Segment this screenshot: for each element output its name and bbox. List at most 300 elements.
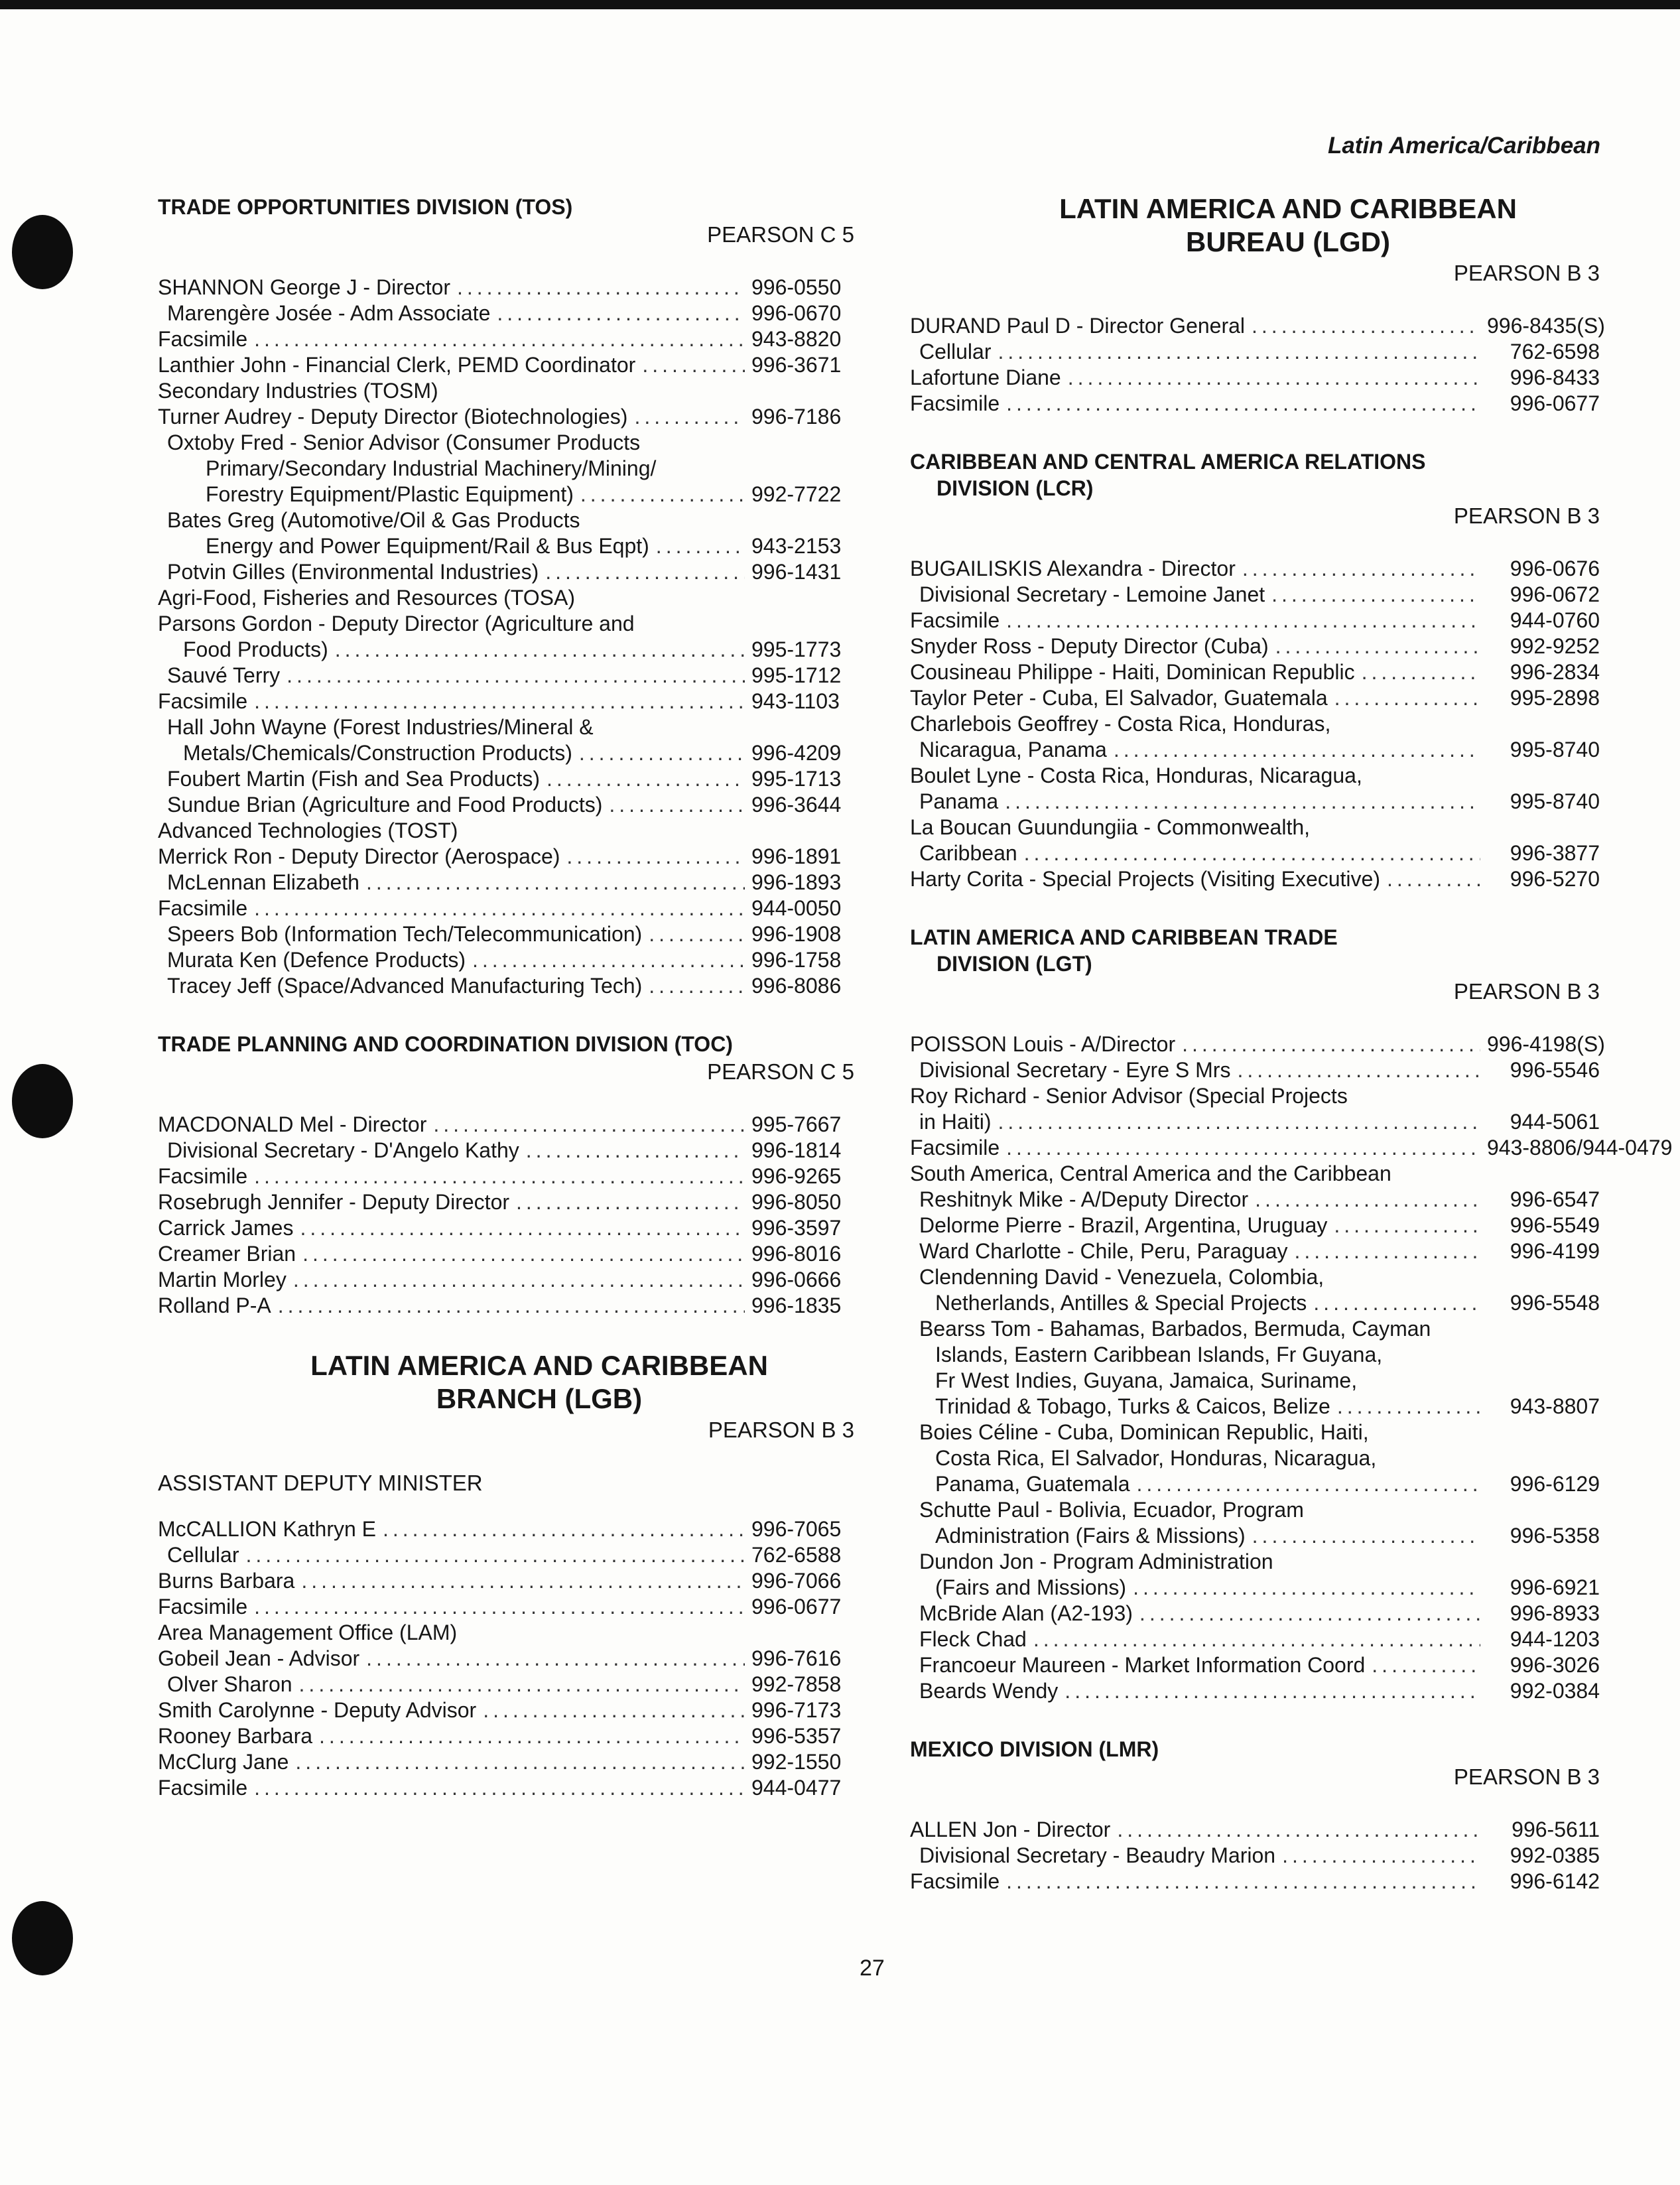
entry-name: Facsimile xyxy=(910,1136,1000,1159)
entry-name: Trinidad & Tobago, Turks & Caicos, Belize xyxy=(935,1394,1330,1418)
directory-entry xyxy=(158,1516,854,1542)
entry-name: Turner Audrey - Deputy Director (Biotechnologies) xyxy=(158,405,628,429)
directory-entry xyxy=(158,326,854,352)
dot-leader xyxy=(998,339,1480,365)
dot-leader xyxy=(301,1568,745,1594)
directory-entry xyxy=(910,582,1600,608)
directory-entry xyxy=(158,352,854,378)
directory-section xyxy=(910,1736,1600,1894)
dot-leader xyxy=(1114,737,1480,763)
dot-leader xyxy=(254,689,745,714)
directory-entry xyxy=(910,1109,1600,1135)
entry-name: Cellular xyxy=(167,1543,239,1567)
entry-phone: 996-5548 xyxy=(1510,1291,1600,1315)
dot-leader xyxy=(254,1775,745,1801)
directory-entry xyxy=(158,1138,854,1163)
entry-phone: 995-2898 xyxy=(1510,686,1600,710)
entry-name: BUGAILISKIS Alexandra - Director xyxy=(910,557,1236,580)
directory-entry xyxy=(910,1601,1600,1626)
dot-leader xyxy=(1139,1601,1480,1626)
entry-phone: 996-8086 xyxy=(751,974,842,998)
directory-entry xyxy=(910,763,1600,789)
dot-leader xyxy=(642,352,745,378)
dot-leader xyxy=(1271,582,1480,608)
dot-leader xyxy=(649,921,745,947)
directory-entry xyxy=(910,659,1600,685)
entry-name: Caribbean xyxy=(919,841,1017,865)
entry-phone: 996-7173 xyxy=(751,1698,842,1722)
dot-leader xyxy=(1006,1869,1480,1894)
entry-name: Agri-Food, Fisheries and Resources (TOSA) xyxy=(158,586,575,610)
office-location: PEARSON B 3 xyxy=(1453,1764,1600,1789)
dot-leader xyxy=(634,404,745,430)
entry-name: Ward Charlotte - Chile, Peru, Paraguay xyxy=(919,1239,1288,1263)
entry-phone: 996-8435(S) xyxy=(1487,314,1605,338)
office-location: PEARSON C 5 xyxy=(707,222,854,247)
entry-name: Secondary Industries (TOSM) xyxy=(158,379,438,403)
entry-name: POISSON Louis - A/Director xyxy=(910,1032,1176,1056)
entry-phone: 944-1203 xyxy=(1510,1627,1600,1651)
left-column xyxy=(158,194,854,1833)
directory-entry xyxy=(158,818,854,844)
directory-entry xyxy=(158,1775,854,1801)
entry-phone: 996-7616 xyxy=(751,1646,842,1670)
entry-name: Divisional Secretary - Lemoine Janet xyxy=(919,582,1265,606)
entry-name: Sundue Brian (Agriculture and Food Products) xyxy=(167,793,603,817)
entry-phone: 996-5357 xyxy=(751,1724,842,1748)
entry-name: South America, Central America and the Caribbean xyxy=(910,1161,1391,1185)
running-header: Latin America/Caribbean xyxy=(1327,133,1600,159)
entry-phone: 996-0666 xyxy=(751,1268,842,1291)
dot-leader xyxy=(1295,1238,1481,1264)
entry-name: Facsimile xyxy=(158,1595,248,1619)
entry-name: Burns Barbara xyxy=(158,1569,295,1593)
entry-name: Nicaragua, Panama xyxy=(919,738,1107,761)
section-title: CARIBBEAN AND CENTRAL AMERICA RELATIONS xyxy=(910,450,1426,474)
entry-name: Olver Sharon xyxy=(167,1672,292,1696)
dot-leader xyxy=(1282,1843,1480,1869)
directory-entry xyxy=(910,1238,1600,1264)
entry-name: Facsimile xyxy=(158,1776,248,1800)
directory-entry xyxy=(910,313,1605,339)
entry-name: Fleck Chad xyxy=(919,1627,1027,1651)
entry-phone: 996-7066 xyxy=(751,1569,842,1593)
dot-leader xyxy=(1005,789,1480,815)
entry-name: Taylor Peter - Cuba, El Salvador, Guatemala xyxy=(910,686,1328,710)
directory-entry xyxy=(910,633,1600,659)
directory-entry xyxy=(910,1031,1605,1057)
binder-hole-middle xyxy=(12,1064,73,1138)
entry-name: McClurg Jane xyxy=(158,1750,289,1774)
dot-leader xyxy=(366,1646,745,1672)
directory-section xyxy=(910,448,1600,892)
directory-entry xyxy=(910,1213,1600,1238)
entry-phone: 996-1893 xyxy=(751,870,842,894)
directory-entry xyxy=(158,507,854,533)
entry-phone: 996-0676 xyxy=(1510,557,1600,580)
entry-phone: 992-9252 xyxy=(1510,634,1600,658)
office-location: PEARSON B 3 xyxy=(1453,503,1600,528)
directory-entry xyxy=(910,1523,1600,1549)
entry-phone: 996-0550 xyxy=(751,275,842,299)
dot-leader xyxy=(302,1241,745,1267)
dot-leader xyxy=(295,1749,745,1775)
dot-leader xyxy=(1117,1817,1480,1843)
dot-leader xyxy=(254,895,745,921)
entry-name: Gobeil Jean - Advisor xyxy=(158,1646,360,1670)
entry-name: Parsons Gordon - Deputy Director (Agriculture and xyxy=(158,612,635,635)
entry-name: Panama xyxy=(919,789,999,813)
directory-entry xyxy=(910,1652,1600,1678)
section-subheading: ASSISTANT DEPUTY MINISTER xyxy=(158,1471,483,1495)
dot-leader xyxy=(278,1293,745,1319)
entry-name: McBride Alan (A2-193) xyxy=(919,1601,1133,1625)
top-edge-line xyxy=(0,0,1680,9)
dot-leader xyxy=(457,275,745,300)
entry-name: Forestry Equipment/Plastic Equipment) xyxy=(206,482,574,506)
dot-leader xyxy=(1242,556,1480,582)
entry-phone: 996-9265 xyxy=(751,1164,842,1188)
directory-entry xyxy=(910,1368,1600,1394)
directory-entry xyxy=(158,378,854,404)
entry-name: Primary/Secondary Industrial Machinery/Mining/ xyxy=(206,456,657,480)
directory-entry xyxy=(910,1445,1600,1471)
dot-leader xyxy=(1313,1290,1480,1316)
entry-phone: 996-1835 xyxy=(751,1293,842,1317)
dot-leader xyxy=(1237,1057,1480,1083)
dot-leader xyxy=(649,973,745,999)
directory-entry xyxy=(158,1672,854,1697)
section-title: DIVISION (LGT) xyxy=(937,952,1092,976)
entry-name: Roy Richard - Senior Advisor (Special Projects xyxy=(910,1084,1348,1108)
entry-phone: 996-8933 xyxy=(1510,1601,1600,1625)
section-title: TRADE OPPORTUNITIES DIVISION (TOS) xyxy=(158,195,573,219)
directory-entry xyxy=(158,482,854,507)
entry-name: SHANNON George J - Director xyxy=(158,275,450,299)
section-title: LATIN AMERICA AND CARIBBEAN xyxy=(310,1350,768,1381)
binder-hole-top xyxy=(12,215,73,289)
dot-leader xyxy=(1068,365,1480,391)
entry-phone: 996-0670 xyxy=(751,301,842,325)
entry-name: Divisional Secretary - Beaudry Marion xyxy=(919,1843,1276,1867)
entry-phone: 996-6129 xyxy=(1510,1472,1600,1496)
entry-phone: 995-1712 xyxy=(751,663,842,687)
directory-entry xyxy=(158,1163,854,1189)
directory-entry xyxy=(158,533,854,559)
entry-phone: 944-0760 xyxy=(1510,608,1600,632)
entry-name: in Haiti) xyxy=(919,1110,992,1134)
directory-entry xyxy=(158,1568,854,1594)
directory-entry xyxy=(910,1471,1600,1497)
directory-entry xyxy=(158,663,854,689)
entry-phone: 943-2153 xyxy=(751,534,842,558)
directory-entry xyxy=(158,921,854,947)
dot-leader xyxy=(300,1215,745,1241)
entry-name: Advanced Technologies (TOST) xyxy=(158,819,458,842)
entry-phone: 762-6598 xyxy=(1510,340,1600,364)
dot-leader xyxy=(483,1697,745,1723)
directory-entry xyxy=(910,815,1600,840)
entry-name: Charlebois Geoffrey - Costa Rica, Honduras, xyxy=(910,712,1331,736)
directory-entry xyxy=(910,1316,1600,1342)
dot-leader xyxy=(335,637,745,663)
entry-phone: 996-1908 xyxy=(751,922,842,946)
entry-phone: 996-3671 xyxy=(751,353,842,377)
entry-name: Facsimile xyxy=(158,327,248,351)
dot-leader xyxy=(545,559,745,585)
dot-leader xyxy=(1387,866,1480,892)
entry-name: Hall John Wayne (Forest Industries/Mineral & xyxy=(167,715,594,739)
entry-phone: 996-4199 xyxy=(1510,1239,1600,1263)
dot-leader xyxy=(579,740,745,766)
directory-section xyxy=(910,924,1673,1704)
directory-entry xyxy=(158,1697,854,1723)
entry-name: Francoeur Maureen - Market Information Coord xyxy=(919,1653,1366,1677)
dot-leader xyxy=(1137,1471,1481,1497)
directory-entry xyxy=(910,1083,1600,1109)
entry-name: Food Products) xyxy=(183,637,328,661)
entry-phone: 995-1773 xyxy=(751,637,842,661)
directory-entry xyxy=(910,866,1600,892)
directory-entry xyxy=(158,870,854,895)
entry-name: Harty Corita - Special Projects (Visiting Executive) xyxy=(910,867,1380,891)
entry-name: Clendenning David - Venezuela, Colombia, xyxy=(919,1265,1325,1289)
directory-entry xyxy=(158,456,854,482)
entry-phone: 992-0384 xyxy=(1510,1679,1600,1703)
dot-leader xyxy=(1372,1652,1480,1678)
dot-leader xyxy=(1334,685,1480,711)
dot-leader xyxy=(566,844,745,870)
entry-name: Merrick Ron - Deputy Director (Aerospace) xyxy=(158,844,560,868)
directory-entry xyxy=(158,430,854,456)
right-column xyxy=(910,193,1673,1926)
directory-entry xyxy=(910,365,1600,391)
dot-leader xyxy=(245,1542,745,1568)
entry-name: Administration (Fairs & Missions) xyxy=(935,1524,1246,1548)
directory-entry xyxy=(158,714,854,740)
directory-entry xyxy=(910,1394,1600,1420)
entry-name: Costa Rica, El Salvador, Honduras, Nicaragua, xyxy=(935,1446,1377,1470)
dot-leader xyxy=(1252,313,1480,339)
dot-leader xyxy=(1182,1031,1480,1057)
directory-entry xyxy=(910,608,1600,633)
directory-entry xyxy=(158,1542,854,1568)
dot-leader xyxy=(1006,1135,1480,1161)
directory-entry xyxy=(158,559,854,585)
directory-entry xyxy=(158,740,854,766)
entry-name: Islands, Eastern Caribbean Islands, Fr Guyana, xyxy=(935,1343,1383,1366)
directory-section xyxy=(158,1031,854,1319)
directory-entry xyxy=(910,1264,1600,1290)
directory-entry xyxy=(158,611,854,637)
entry-phone: 996-1814 xyxy=(751,1138,842,1162)
office-location: PEARSON B 3 xyxy=(1453,979,1600,1004)
entry-name: McCALLION Kathryn E xyxy=(158,1517,376,1541)
directory-entry xyxy=(158,1241,854,1267)
dot-leader xyxy=(1362,659,1480,685)
office-location: PEARSON C 5 xyxy=(707,1059,854,1084)
entry-phone: 996-6921 xyxy=(1510,1575,1600,1599)
directory-entry xyxy=(158,1267,854,1293)
entry-name: Oxtoby Fred - Senior Advisor (Consumer Products xyxy=(167,430,641,454)
entry-name: Bates Greg (Automotive/Oil & Gas Products xyxy=(167,508,580,532)
directory-entry xyxy=(158,1620,854,1646)
directory-entry xyxy=(910,1575,1600,1601)
dot-leader xyxy=(1255,1187,1480,1213)
entry-name: Rolland P-A xyxy=(158,1293,271,1317)
section-title: MEXICO DIVISION (LMR) xyxy=(910,1737,1159,1761)
entry-phone: 996-6142 xyxy=(1510,1869,1600,1893)
entry-name: DURAND Paul D - Director General xyxy=(910,314,1246,338)
directory-entry xyxy=(158,689,854,714)
entry-phone: 996-3597 xyxy=(751,1216,842,1240)
directory-entry xyxy=(158,1723,854,1749)
entry-name: Facsimile xyxy=(910,1869,1000,1893)
entry-name: Sauvé Terry xyxy=(167,663,281,687)
directory-entry xyxy=(158,1112,854,1138)
entry-phone: 996-5358 xyxy=(1510,1524,1600,1548)
directory-entry xyxy=(910,1342,1600,1368)
entry-name: Area Management Office (LAM) xyxy=(158,1621,458,1644)
directory-entry xyxy=(910,1678,1600,1704)
entry-name: Schutte Paul - Bolivia, Ecuador, Program xyxy=(919,1498,1304,1522)
dot-leader xyxy=(1334,1213,1480,1238)
directory-entry xyxy=(158,792,854,818)
directory-entry xyxy=(158,1646,854,1672)
entry-name: Creamer Brian xyxy=(158,1242,296,1266)
entry-name: ALLEN Jon - Director xyxy=(910,1818,1111,1841)
office-location: PEARSON B 3 xyxy=(1453,261,1600,285)
entry-name: Netherlands, Antilles & Special Projects xyxy=(935,1291,1307,1315)
entry-name: Facsimile xyxy=(910,608,1000,632)
entry-phone: 943-1103 xyxy=(751,689,840,713)
entry-name: Murata Ken (Defence Products) xyxy=(167,948,466,972)
dot-leader xyxy=(580,482,745,507)
entry-phone: 996-0677 xyxy=(1510,391,1600,415)
entry-phone: 995-1713 xyxy=(751,767,842,791)
entry-name: Cellular xyxy=(919,340,992,364)
dot-leader xyxy=(497,300,745,326)
entry-phone: 992-7858 xyxy=(751,1672,842,1696)
entry-name: Reshitnyk Mike - A/Deputy Director xyxy=(919,1187,1249,1211)
dot-leader xyxy=(1033,1626,1480,1652)
entry-phone: 996-0677 xyxy=(751,1595,842,1619)
dot-leader xyxy=(609,792,745,818)
entry-phone: 996-8433 xyxy=(1510,365,1600,389)
directory-entry xyxy=(158,947,854,973)
entry-phone: 996-3877 xyxy=(1510,841,1600,865)
entry-phone: 995-8740 xyxy=(1510,789,1600,813)
dot-leader xyxy=(1275,633,1480,659)
directory-entry xyxy=(910,840,1600,866)
entry-name: Facsimile xyxy=(158,896,248,920)
entry-name: Facsimile xyxy=(910,391,1000,415)
directory-entry xyxy=(158,275,854,300)
dot-leader xyxy=(254,1594,745,1620)
dot-leader xyxy=(366,870,745,895)
office-location: PEARSON B 3 xyxy=(708,1418,854,1442)
entry-phone: 996-7186 xyxy=(751,405,842,429)
section-title: BRANCH (LGB) xyxy=(436,1383,643,1414)
directory-entry xyxy=(158,1749,854,1775)
entry-name: Tracey Jeff (Space/Advanced Manufacturing Tech) xyxy=(167,974,643,998)
directory-entry xyxy=(910,1161,1600,1187)
entry-phone: 943-8807 xyxy=(1510,1394,1600,1418)
directory-entry xyxy=(910,339,1600,365)
entry-phone: 992-0385 xyxy=(1510,1843,1600,1867)
entry-phone: 996-6547 xyxy=(1510,1187,1600,1211)
entry-phone: 944-0050 xyxy=(751,896,842,920)
entry-name: Rosebrugh Jennifer - Deputy Director xyxy=(158,1190,510,1214)
entry-phone: 944-0477 xyxy=(751,1776,842,1800)
directory-entry xyxy=(910,1135,1673,1161)
directory-entry xyxy=(158,1594,854,1620)
entry-name: Dundon Jon - Program Administration xyxy=(919,1550,1273,1573)
entry-phone: 992-1550 xyxy=(751,1750,842,1774)
directory-section xyxy=(158,194,854,999)
directory-entry xyxy=(910,1626,1600,1652)
entry-phone: 996-5546 xyxy=(1510,1058,1600,1082)
directory-entry xyxy=(910,556,1600,582)
section-title: LATIN AMERICA AND CARIBBEAN TRADE xyxy=(910,925,1338,949)
entry-name: MACDONALD Mel - Director xyxy=(158,1112,427,1136)
entry-phone: 992-7722 xyxy=(751,482,842,506)
entry-phone: 996-8016 xyxy=(751,1242,842,1266)
entry-name: Bearss Tom - Bahamas, Barbados, Bermuda, Cayman xyxy=(919,1317,1431,1341)
entry-phone: 996-1431 xyxy=(751,560,842,584)
dot-leader xyxy=(254,326,745,352)
dot-leader xyxy=(319,1723,745,1749)
directory-entry xyxy=(910,789,1600,815)
entry-name: Potvin Gilles (Environmental Industries) xyxy=(167,560,539,584)
entry-phone: 996-2834 xyxy=(1510,660,1600,684)
directory-entry xyxy=(158,300,854,326)
directory-entry xyxy=(910,737,1600,763)
directory-section xyxy=(910,193,1605,417)
dot-leader xyxy=(433,1112,745,1138)
entry-phone: 996-1758 xyxy=(751,948,842,972)
dot-leader xyxy=(1006,608,1480,633)
entry-name: Panama, Guatemala xyxy=(935,1472,1130,1496)
entry-name: (Fairs and Missions) xyxy=(935,1575,1127,1599)
dot-leader xyxy=(516,1189,745,1215)
entry-name: Divisional Secretary - D'Angelo Kathy xyxy=(167,1138,519,1162)
entry-phone: 996-4209 xyxy=(751,741,842,765)
directory-entry xyxy=(158,1293,854,1319)
directory-entry xyxy=(158,844,854,870)
entry-name: Fr West Indies, Guyana, Jamaica, Suriname, xyxy=(935,1368,1358,1392)
directory-entry xyxy=(910,1420,1600,1445)
entry-name: Smith Carolynne - Deputy Advisor xyxy=(158,1698,477,1722)
dot-leader xyxy=(293,1267,745,1293)
entry-phone: 996-5270 xyxy=(1510,867,1600,891)
entry-name: Carrick James xyxy=(158,1216,294,1240)
entry-phone: 944-5061 xyxy=(1510,1110,1600,1134)
dot-leader xyxy=(547,766,745,792)
directory-entry xyxy=(910,1843,1600,1869)
binder-hole-bottom xyxy=(12,1901,73,1975)
entry-phone: 943-8820 xyxy=(751,327,842,351)
directory-entry xyxy=(910,685,1600,711)
entry-name: Snyder Ross - Deputy Director (Cuba) xyxy=(910,634,1269,658)
entry-name: Cousineau Philippe - Haiti, Dominican Republic xyxy=(910,660,1355,684)
directory-entry xyxy=(910,1187,1600,1213)
entry-name: McLennan Elizabeth xyxy=(167,870,359,894)
section-title: TRADE PLANNING AND COORDINATION DIVISION (TOC) xyxy=(158,1032,733,1056)
directory-entry xyxy=(158,1215,854,1241)
entry-name: Energy and Power Equipment/Rail & Bus Eqpt) xyxy=(206,534,649,558)
dot-leader xyxy=(287,663,745,689)
